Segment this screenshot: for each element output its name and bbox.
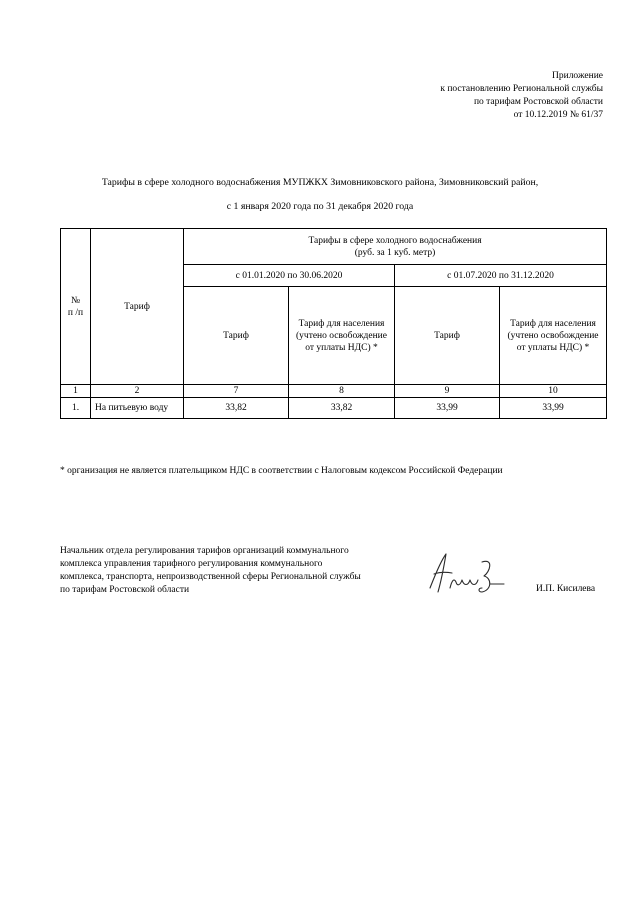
header-p2-population: Тариф для населения (учтено освобождение от уплаты НДС) * (500, 287, 607, 385)
row-name: На питьевую воду (91, 398, 184, 419)
row-p1-population: 33,82 (289, 398, 395, 419)
signer-position-line-2: комплекса управления тарифного регулирования коммунального (60, 559, 323, 569)
column-number: 8 (289, 385, 395, 398)
header-group: Тарифы в сфере холодного водоснабжения (руб. за 1 куб. метр) (184, 229, 607, 265)
row-p2-population: 33,99 (500, 398, 607, 419)
tariff-table (60, 228, 607, 419)
signature-block (60, 545, 420, 597)
signer-position-line-1: Начальник отдела регулирования тарифов организаций коммунального (60, 546, 349, 556)
row-p2-tariff: 33,99 (395, 398, 500, 419)
row-p1-tariff: 33,82 (184, 398, 289, 419)
signer-position-line-3: комплекса, транспорта, непроизводственной сферы Региональной службы (60, 572, 361, 582)
header-period-1: с 01.01.2020 по 30.06.2020 (184, 265, 395, 287)
table-row (61, 398, 607, 419)
header-number: № п /п (61, 229, 91, 385)
header-period-2: с 01.07.2020 по 31.12.2020 (395, 265, 607, 287)
signer-name: И.П. Кисилева (536, 584, 596, 594)
header-p1-tariff: Тариф (184, 287, 289, 385)
appendix-header (283, 70, 603, 122)
row-number: 1. (61, 398, 91, 419)
header-p2-tariff: Тариф (395, 287, 500, 385)
appendix-line-3: по тарифам Ростовской области (473, 97, 603, 107)
vat-footnote: * организация не является плательщиком НДС в соответствии с Налоговым кодексом Российской Федерации (60, 466, 503, 476)
signer-position-line-4: по тарифам Ростовской области (60, 585, 190, 595)
document-period: с 1 января 2020 года по 31 декабря 2020 года (226, 201, 414, 212)
column-number: 2 (91, 385, 184, 398)
column-number: 10 (500, 385, 607, 398)
appendix-line-1: Приложение (552, 71, 603, 81)
column-number: 9 (395, 385, 500, 398)
column-number: 7 (184, 385, 289, 398)
column-number: 1 (61, 385, 91, 398)
appendix-line-2: к постановлению Региональной службы (440, 84, 603, 94)
header-tariff: Тариф (91, 229, 184, 385)
appendix-line-4: от 10.12.2019 № 61/37 (513, 110, 603, 120)
handwritten-signature (424, 548, 514, 598)
document-title: Тарифы в сфере холодного водоснабжения МУПЖКХ Зимовниковского района, Зимовниковский район, (101, 177, 539, 188)
header-p1-population: Тариф для населения (учтено освобождение от уплаты НДС) * (289, 287, 395, 385)
